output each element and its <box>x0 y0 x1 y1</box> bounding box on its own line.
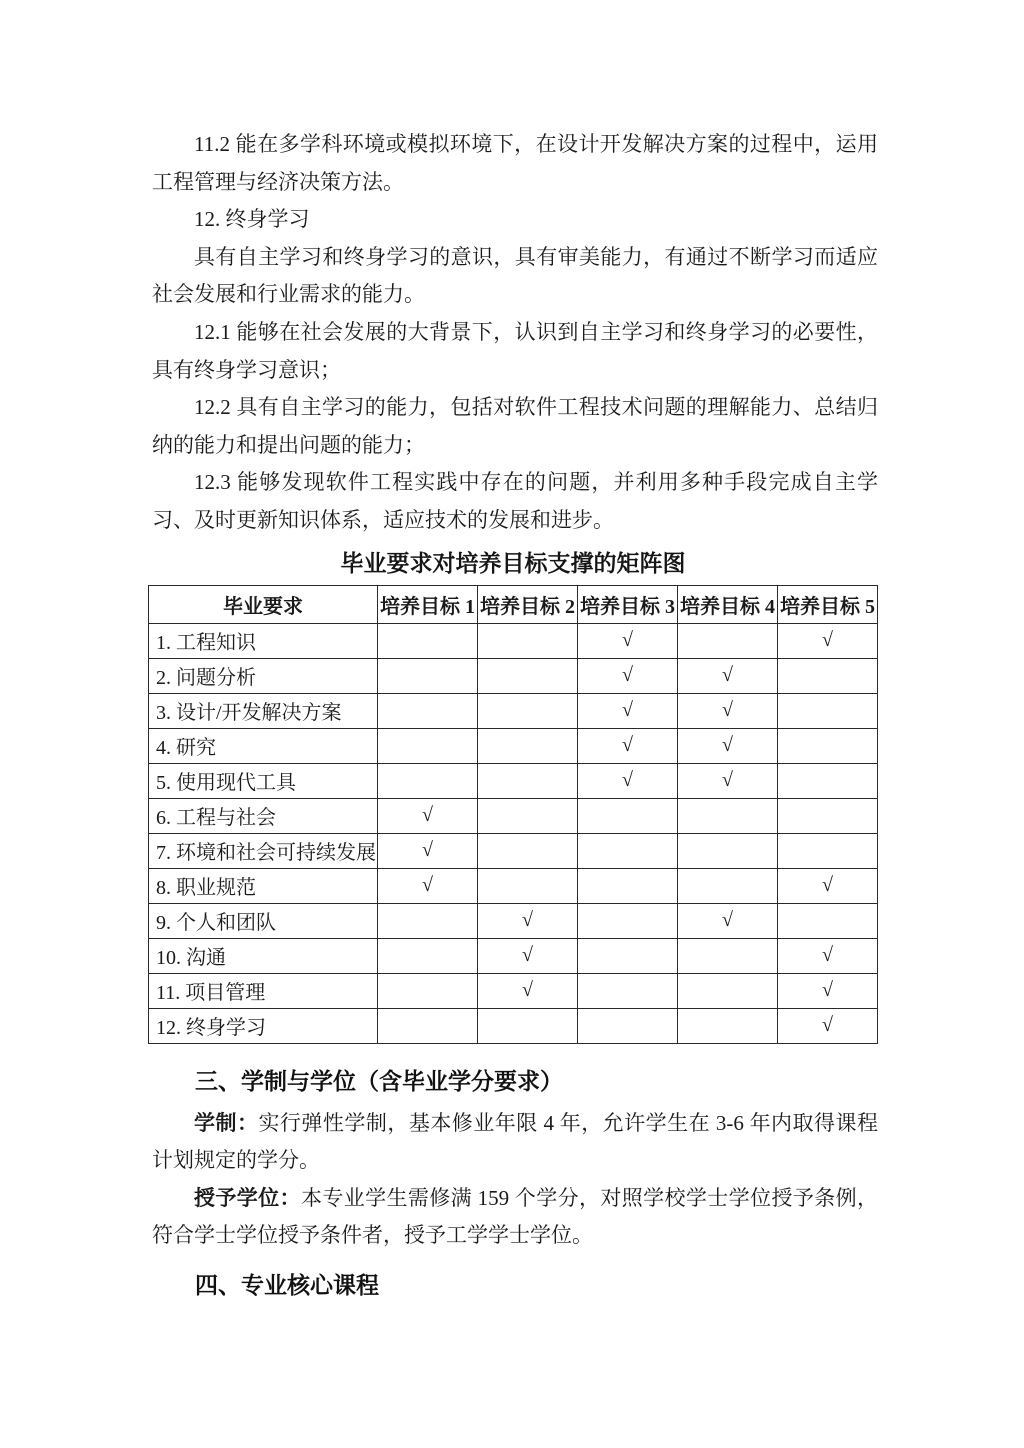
empty-cell <box>478 833 578 868</box>
row-label-cell: 11. 项目管理 <box>149 973 378 1008</box>
row-label-cell: 5. 使用现代工具 <box>149 763 378 798</box>
table-row <box>149 938 878 973</box>
table-row <box>149 623 878 658</box>
empty-cell <box>378 658 478 693</box>
check-mark-cell: √ <box>378 798 478 833</box>
check-mark-cell: √ <box>678 728 778 763</box>
paragraph-1: 11.2 能在多学科环境或模拟环境下，在设计开发解决方案的过程中，运用工程管理与经济决策方法。 <box>152 132 878 194</box>
table-row <box>149 1008 878 1043</box>
check-mark-cell: √ <box>678 903 778 938</box>
row-label-cell: 8. 职业规范 <box>149 868 378 903</box>
empty-cell <box>678 833 778 868</box>
paragraph-4: 12.1 能够在社会发展的大背景下，认识到自主学习和终身学习的必要性，具有终身学习意识； <box>152 319 878 382</box>
matrix-header-cell: 培养目标 2 <box>478 585 578 623</box>
row-label-cell: 7. 环境和社会可持续发展 <box>149 833 378 868</box>
empty-cell <box>478 868 578 903</box>
check-mark-cell: √ <box>478 973 578 1008</box>
table-row <box>149 798 878 833</box>
empty-cell <box>378 938 478 973</box>
matrix-table <box>148 585 878 1044</box>
row-label-cell: 3. 设计/开发解决方案 <box>149 693 378 728</box>
degree-text: 本专业学生需修满 159 个学分，对照学校学士学位授予条例，符合学士学位授予条件者，授予工学学士学位。 <box>152 1185 878 1248</box>
matrix-header-cell: 培养目标 3 <box>578 585 678 623</box>
empty-cell <box>578 868 678 903</box>
empty-cell <box>478 798 578 833</box>
empty-cell <box>778 833 878 868</box>
check-mark-cell: √ <box>678 693 778 728</box>
check-mark-cell: √ <box>778 868 878 903</box>
empty-cell <box>378 763 478 798</box>
row-label-cell: 2. 问题分析 <box>149 658 378 693</box>
empty-cell <box>778 903 878 938</box>
table-row <box>149 693 878 728</box>
check-mark-cell: √ <box>478 938 578 973</box>
paragraph-5: 12.2 具有自主学习的能力，包括对软件工程技术问题的理解能力、总结归纳的能力和提出问题的能力； <box>152 395 878 457</box>
paragraph-2: 12. 终身学习 <box>194 207 310 232</box>
check-mark-cell: √ <box>778 938 878 973</box>
empty-cell <box>478 693 578 728</box>
row-label-cell: 10. 沟通 <box>149 938 378 973</box>
check-mark-cell: √ <box>578 658 678 693</box>
empty-cell <box>578 833 678 868</box>
empty-cell <box>778 693 878 728</box>
matrix-title: 毕业要求对培养目标支撑的矩阵图 <box>340 549 686 576</box>
check-mark-cell: √ <box>378 833 478 868</box>
check-mark-cell: √ <box>678 658 778 693</box>
empty-cell <box>478 1008 578 1043</box>
empty-cell <box>778 658 878 693</box>
empty-cell <box>578 938 678 973</box>
row-label-cell: 4. 研究 <box>149 728 378 763</box>
matrix-body <box>149 623 878 1043</box>
empty-cell <box>378 903 478 938</box>
empty-cell <box>678 1008 778 1043</box>
degree-paragraph <box>152 1180 878 1255</box>
check-mark-cell: √ <box>778 623 878 658</box>
row-label-cell: 12. 终身学习 <box>149 1008 378 1043</box>
check-mark-cell: √ <box>578 728 678 763</box>
empty-cell <box>678 938 778 973</box>
matrix-header-cell: 培养目标 4 <box>678 585 778 623</box>
check-mark-cell: √ <box>578 763 678 798</box>
empty-cell <box>478 763 578 798</box>
empty-cell <box>578 798 678 833</box>
empty-cell <box>778 728 878 763</box>
section-heading-3: 三、学制与学位（含毕业学分要求） <box>195 1067 563 1094</box>
empty-cell <box>678 973 778 1008</box>
empty-cell <box>578 1008 678 1043</box>
xuezhi-text: 实行弹性学制，基本修业年限 4 年，允许学生在 3-6 年内取得课程计划规定的学分。 <box>152 1110 878 1173</box>
table-row <box>149 763 878 798</box>
table-row <box>149 728 878 763</box>
matrix-header-cell: 培养目标 5 <box>778 585 878 623</box>
matrix-header-row <box>149 585 878 623</box>
check-mark-cell: √ <box>478 903 578 938</box>
row-label-cell: 6. 工程与社会 <box>149 798 378 833</box>
empty-cell <box>678 868 778 903</box>
empty-cell <box>478 728 578 763</box>
table-row <box>149 833 878 868</box>
row-label-cell: 1. 工程知识 <box>149 623 378 658</box>
matrix-header-cell: 培养目标 1 <box>378 585 478 623</box>
table-row <box>149 903 878 938</box>
paragraph-6: 12.3 能够发现软件工程实践中存在的问题，并利用多种手段完成自主学习、及时更新知识体系，适应技术的发展和进步。 <box>152 470 878 532</box>
section-heading-4: 四、专业核心课程 <box>195 1271 379 1298</box>
check-mark-cell: √ <box>578 623 678 658</box>
matrix-header-cell: 毕业要求 <box>149 585 378 623</box>
empty-cell <box>378 1008 478 1043</box>
table-row <box>149 868 878 903</box>
empty-cell <box>378 973 478 1008</box>
row-label-cell: 9. 个人和团队 <box>149 903 378 938</box>
xuezhi-label: 学制： <box>194 1110 259 1135</box>
empty-cell <box>778 798 878 833</box>
table-row <box>149 973 878 1008</box>
check-mark-cell: √ <box>678 763 778 798</box>
empty-cell <box>678 798 778 833</box>
check-mark-cell: √ <box>778 973 878 1008</box>
empty-cell <box>578 973 678 1008</box>
table-row <box>149 658 878 693</box>
check-mark-cell: √ <box>578 693 678 728</box>
empty-cell <box>578 903 678 938</box>
empty-cell <box>378 623 478 658</box>
empty-cell <box>678 623 778 658</box>
degree-label: 授予学位： <box>194 1185 301 1210</box>
xuezhi-paragraph <box>152 1105 878 1180</box>
empty-cell <box>378 728 478 763</box>
empty-cell <box>378 693 478 728</box>
empty-cell <box>478 658 578 693</box>
empty-cell <box>478 623 578 658</box>
check-mark-cell: √ <box>778 1008 878 1043</box>
check-mark-cell: √ <box>378 868 478 903</box>
paragraph-3: 具有自主学习和终身学习的意识，具有审美能力，有通过不断学习而适应社会发展和行业需求的能力。 <box>152 244 878 307</box>
body-paragraphs <box>152 126 878 540</box>
empty-cell <box>778 763 878 798</box>
